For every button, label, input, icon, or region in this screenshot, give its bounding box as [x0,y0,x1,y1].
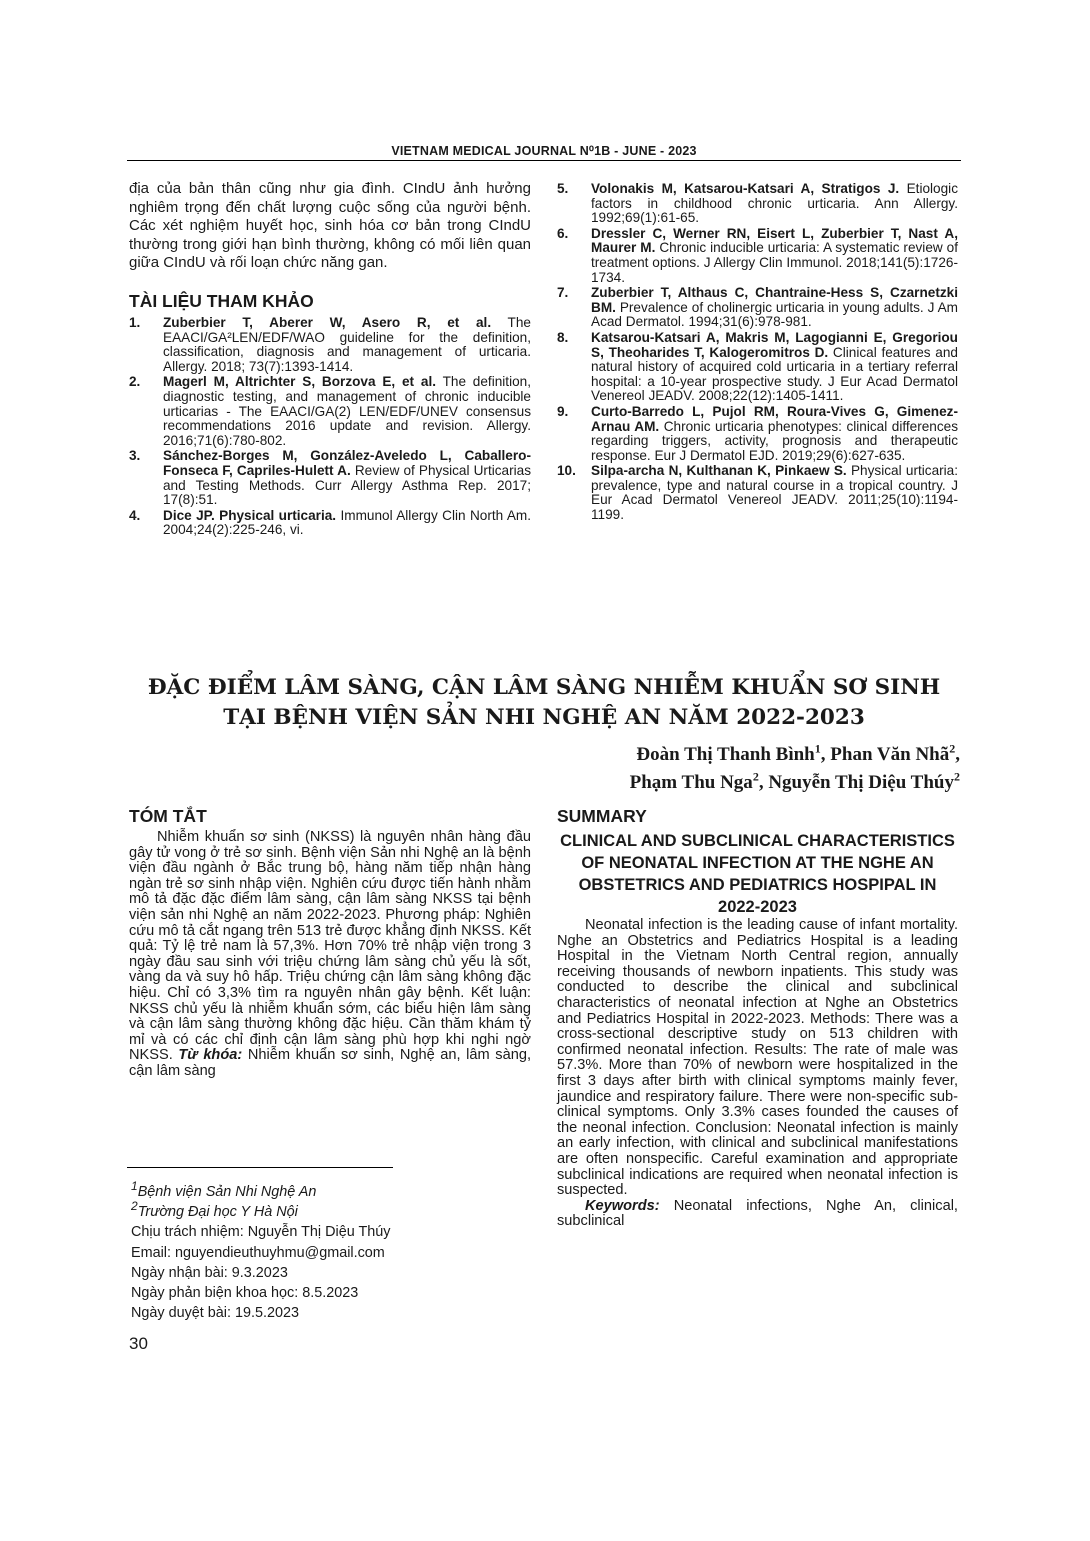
reference-item: 1. Zuberbier T, Aberer W, Asero R, et al. The EAACI/GA²LEN/EDF/WAO guideline for the definition, classification, diagnosis and management of urticaria. Allergy. 2018; 73(7):1393-1414. [129,314,531,374]
responsible-author: Chịu trách nhiệm: Nguyễn Thị Diệu Thúy [131,1224,391,1241]
references-list-right [557,182,958,523]
right-column-top [557,182,958,524]
author-name: Phạm Thu Nga [629,772,753,793]
footnotes [131,1179,391,1323]
header-rule [127,160,961,161]
summary-en [557,806,958,1230]
affiliation-1: $^1$Bệnh viện Sản Nhi Nghệ An [131,1179,317,1200]
author-name: Nguyễn Thị Diệu Thúy [768,772,954,793]
reference-item: 3. Sánchez-Borges M, González-Aveledo L, Caballero-Fonseca F, Capriles-Hulett A. Review of Physical Urticarias and Testing Methods. Curr Allergy Asthma Rep. 2017; 17(8):51. [129,448,531,508]
article-title-line-2: TẠI BỆNH VIỆN SẢN NHI NGHỆ AN NĂM 2022-2023 [223,705,865,730]
reference-item: 6. Dressler C, Werner RN, Eisert L, Zuberbier T, Nast A, Maurer M. Chronic inducible urticaria: A systematic review of treatment options. J Allergy Clin Immunol. 2018;141(5):1726-1734. [557,225,958,285]
left-column-top [129,180,531,539]
approved-date: Ngày duyệt bài: 19.5.2023 [131,1305,300,1322]
article-authors: Đoàn Thị Thanh Bình$^1$, Phan Văn Nhã$^2$, Phạm Thu Nga$^2$, Nguyễn Thị Diệu Thúy$^2$ [629,741,960,793]
references-list-left [129,316,531,538]
keywords-en: Keywords: Neonatal infections, Nghe An, clinical, subclinical [557,1197,958,1230]
keywords-vi-label: Từ khóa: [178,1047,243,1064]
article-title [127,673,961,733]
abstract-vi-text: Nhiễm khuẩn sơ sinh (NKSS) là nguyên nhân hàng đầu gây tử vong ở trẻ sơ sinh. Bệnh viện Sản nhi Nghệ an là bệnh viện đầu ngành ở Bắc trung bộ, hàng năm tiếp nhận hàng ngàn trẻ sơ sinh nhập viện. Nghiên cứu được tiến hành nhằm mô tả đặc đặc điểm lâm sàng, cận lâm sàng NKSS tại bệnh viện sản nhi Nghệ an năm 2022-2023. Phương pháp: Nghiên cứu mô tả cắt ngang trên 513 trẻ được khẳng định NKSS. Kết quả: Tỷ lệ trẻ nam là 57,3%. Hơn 70% trẻ nhập viện trong 3 ngày đầu sau sinh với triệu chứng lâm sàng chủ yếu là sốt, vàng da và suy hô hấp. Triệu chứng cận lâm sàng không đặc hiệu. Chỉ có 3,3% tìm ra nguyên nhân gây bệnh. Kết luận: NKSS chủ yếu là nhiễm khuẩn sớm, các biểu hiện lâm sàng và cận lâm sàng thường không đặc hiệu. Cần thăm khám tỷ mỉ và có các chỉ định cận lâm sàng phù hợp khi nghi ngờ NKSS. Từ khóa: Nhiễm khuẩn sơ sinh, Nghệ an, lâm sàng, cận lâm sàng [129,829,531,1079]
reference-item: 5. Volonakis M, Katsarou-Katsari A, Stratigos J. Etiologic factors in childhood chronic urticaria. Ann Allergy. 1992;69(1):61-65. [557,181,958,226]
reference-item: 2. Magerl M, Altrichter S, Borzova E, et al. The definition, diagnostic testing, and management of chronic inducible urticarias - The EAACI/GA(2) LEN/EDF/UNEV consensus recommendations 2016 update and revision. Allergy. 2016;71(6):780-802. [129,374,531,448]
reference-item: 9. Curto-Barredo L, Pujol RM, Roura-Vives G, Gimenez-Arnau AM. Chronic urticaria phenotypes: clinical differences regarding triggers, activity, prognosis and therapeutic response. Eur J Dermatol EJD. 2019;29(6):627-635. [557,403,959,463]
affiliation-2: $^2$Trường Đại học Y Hà Nội [131,1199,298,1221]
references-heading: TÀI LIỆU THAM KHẢO [129,290,314,311]
contact-email: Email: nguyendieuthuyhmu@gmail.com [131,1244,385,1261]
page-number: 30 [129,1334,148,1353]
author-affiliation-mark: 1 [814,741,821,756]
reference-item: 10. Silpa-archa N, Kulthanan K, Pinkaew S. Physical urticaria: prevalence, type and natural course in a tropical country. J Eur Acad Dermatol Venereol JEADV. 2011;25(10):1194-1199. [557,463,959,523]
intro-paragraph: địa của bản thân cũng như gia đình. CIndU ảnh hưởng nghiêm trọng đến chất lượng cuộc sống của người bệnh. Các xét nghiệm huyết học, sinh hóa cơ bản trong CIndU thường trong giới hạn bình thường, không có mối liên quan giữa CIndU và rối loạn chức năng gan. [129,180,531,272]
author-name: Phan Văn Nhã [830,744,950,765]
keywords-vi: Nhiễm khuẩn sơ sinh, Nghệ an, lâm sàng, cận lâm sàng [129,1047,531,1079]
footnote-rule [127,1167,393,1168]
abstract-vi [129,806,531,1080]
summary-title: CLINICAL AND SUBCLINICAL CHARACTERISTICS OF NEONATAL INFECTION AT THE NGHE AN OBSTETRICS AND PEDIATRICS HOSPIPAL IN 2022-2023 [560,832,955,916]
reviewed-date: Ngày phản biện khoa học: 8.5.2023 [131,1285,359,1302]
abstract-vi-heading: TÓM TẮT [129,806,207,826]
reference-item: 7. Zuberbier T, Althaus C, Chantraine-Hess S, Czarnetzki BM. Prevalence of cholinergic urticaria in young adults. J Am Acad Dermatol. 1994;31(6):978-981. [557,285,958,330]
summary-text: Neonatal infection is the leading cause of infant mortality. Nghe an Obstetrics and Pediatrics Hospital is a leading Hospital in the Vietnam North Central region, annually receiving thousands of newborn inpatients. This study was conducted to describe the clinical and subclinical characteristics of neonatal infection at Nghe an Obstetrics and Pediatrics Hospital in 2022-2023. Methods: There was a cross-sectional descriptive study on 513 children with confirmed neonatal infection. Results: The rate of male was 57.3%. More than 70% of newborn were hospitalized in the first 3 days after birth with clinical symptoms mainly fever, jaundice and respiratory failure. There were non-specific sub-clinical symptoms. Only 3.3% cases founded the causes of the neonal infection. Conclusion: Neonatal infection is mainly an early infection, with clinical and subclinical manifestations are often nonspecific. Careful examination and appropriate subclinical indications are required when neonatal infection is suspected. [557,917,958,1199]
author-affiliation-mark: 2 [954,769,960,784]
summary-heading: SUMMARY [557,806,647,826]
article-title-line-1: ĐẶC ĐIỂM LÂM SÀNG, CẬN LÂM SÀNG NHIỄM KHUẨN SƠ SINH [147,675,941,700]
author-affiliation-mark: 2 [752,769,759,784]
received-date: Ngày nhận bài: 9.3.2023 [131,1264,288,1281]
author-affiliation-mark: 2 [949,741,956,756]
author-name: Đoàn Thị Thanh Bình [636,744,815,765]
journal-header: VIETNAM MEDICAL JOURNAL N⁰1B - JUNE - 2023 [391,144,697,158]
reference-item: 4. Dice JP. Physical urticaria. Immunol Allergy Clin North Am. 2004;24(2):225-246, vi. [129,507,531,538]
reference-item: 8. Katsarou-Katsari A, Makris M, Lagogianni E, Gregoriou S, Theoharides T, Kalogeromitros D. Clinical features and natural history of acquired cold urticaria in a tertiary referral hospital: a 10-year prospective study. J Eur Acad Dermatol Venereol JEADV. 2008;22(12):1405-1411. [557,329,958,404]
